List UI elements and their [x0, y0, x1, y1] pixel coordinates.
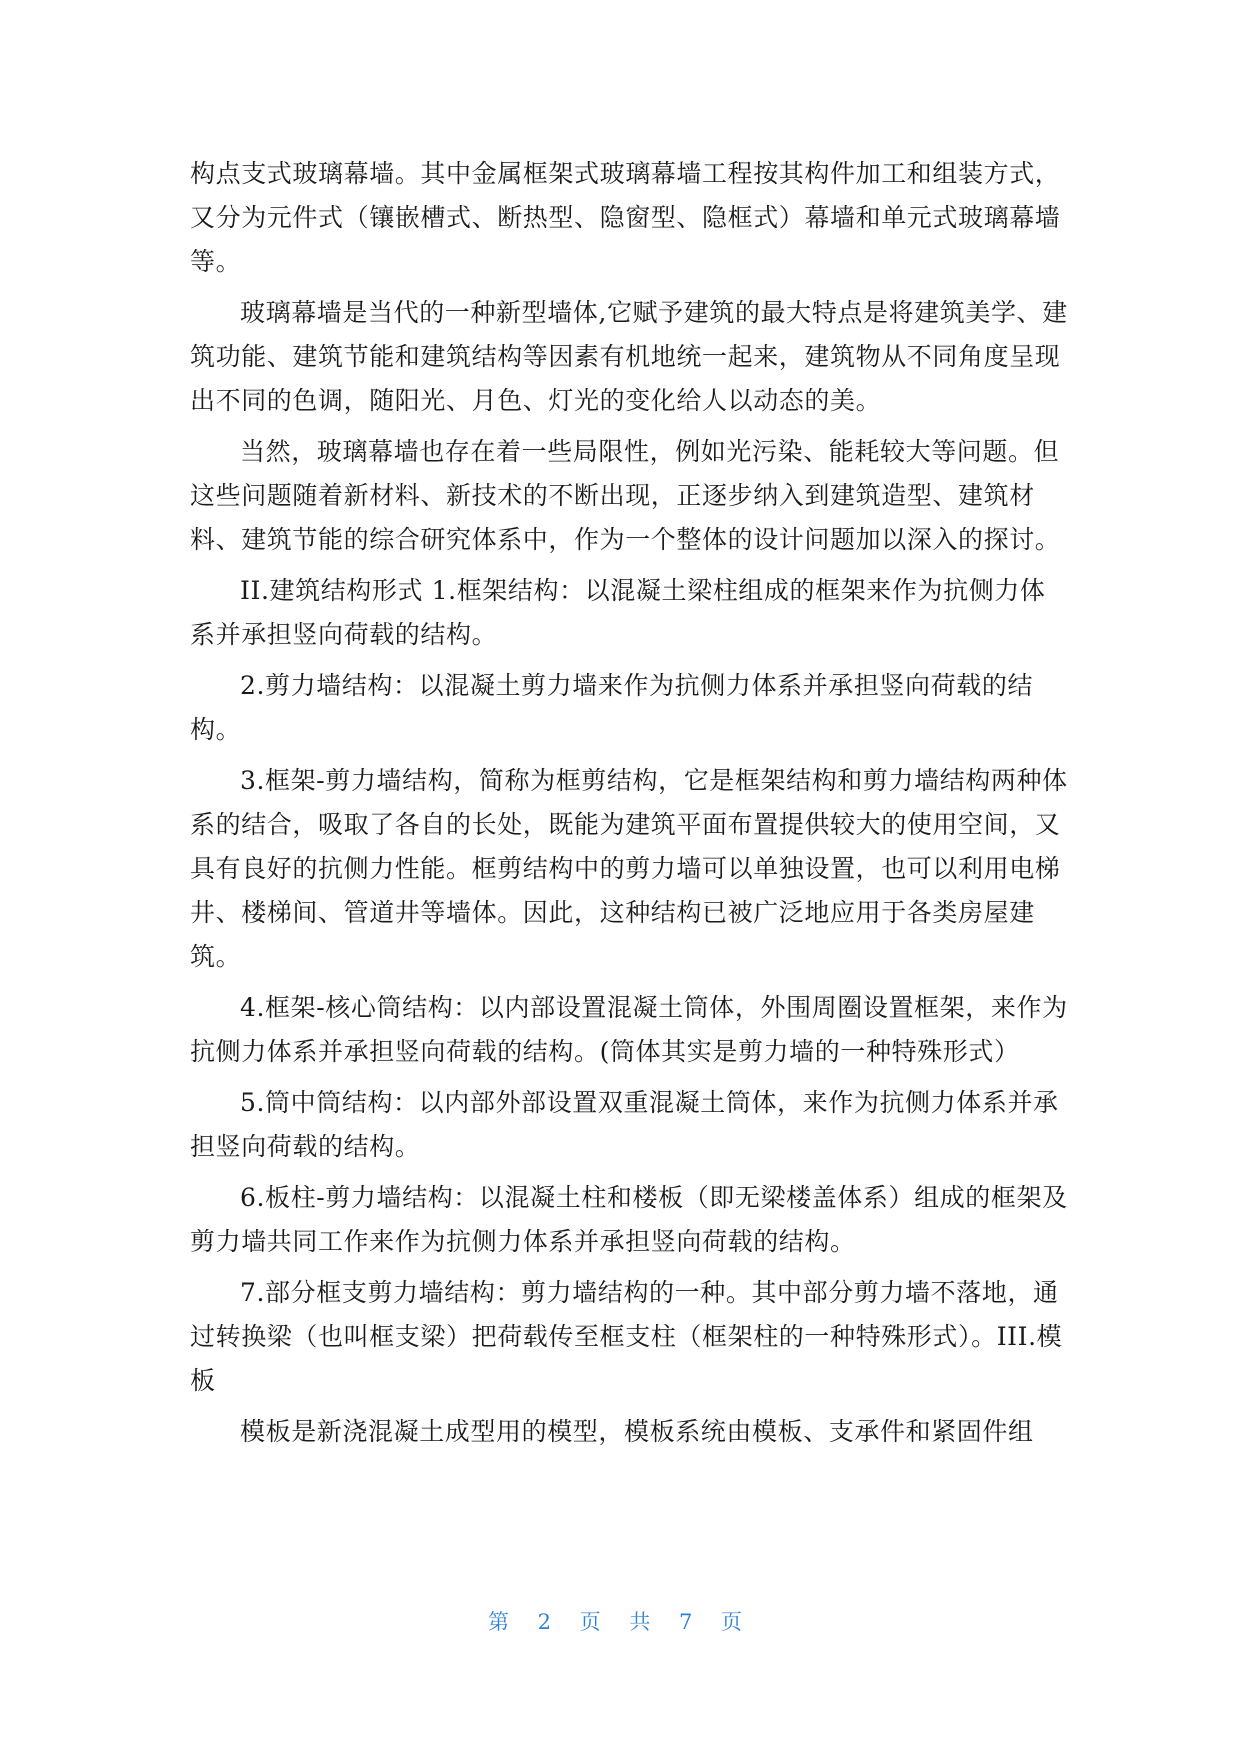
- text-line: 板: [190, 1366, 216, 1395]
- text-line: 具有良好的抗侧力性能。框剪结构中的剪力墙可以单独设置，也可以利用电梯: [190, 854, 1061, 883]
- text-line: 构。: [190, 715, 242, 744]
- text-line: 2.剪力墙结构：以混凝土剪力墙来作为抗侧力体系并承担竖向荷载的结: [240, 671, 1034, 700]
- text-line: 7.部分框支剪力墙结构：剪力墙结构的一种。其中部分剪力墙不落地，通: [240, 1278, 1059, 1307]
- text-line: 料、建筑节能的综合研究体系中，作为一个整体的设计问题加以深入的探讨。: [190, 525, 1061, 554]
- text-line: 构点支式玻璃幕墙。其中金属框架式玻璃幕墙工程按其构件加工和组装方式，: [190, 159, 1061, 188]
- text-line: 5.筒中筒结构：以内部外部设置双重混凝土筒体，来作为抗侧力体系并承: [240, 1088, 1059, 1117]
- text-line: 筑功能、建筑节能和建筑结构等因素有机地统一起来，建筑物从不同角度呈现: [190, 342, 1061, 371]
- text-line: 当然，玻璃幕墙也存在着一些局限性，例如光污染、能耗较大等问题。但: [240, 437, 1060, 466]
- text-line: 担竖向荷载的结构。: [190, 1132, 421, 1161]
- page-number-footer: 第 2 页 共 7 页: [487, 1610, 754, 1634]
- text-line: 出不同的色调，随阳光、月色、灯光的变化给人以动态的美。: [190, 386, 882, 415]
- text-line: 系并承担竖向荷载的结构。: [190, 620, 498, 649]
- text-line: 玻璃幕墙是当代的一种新型墙体,它赋予建筑的最大特点是将建筑美学、建: [240, 298, 1068, 327]
- text-line: 6.板柱-剪力墙结构：以混凝土柱和楼板（即无梁楼盖体系）组成的框架及: [240, 1183, 1068, 1212]
- text-line: 井、楼梯间、管道井等墙体。因此，这种结构已被广泛地应用于各类房屋建: [190, 898, 1035, 927]
- text-line: 这些问题随着新材料、新技术的不断出现，正逐步纳入到建筑造型、建筑材: [190, 481, 1035, 510]
- text-line: 3.框架-剪力墙结构，简称为框剪结构，它是框架结构和剪力墙结构两种体: [240, 766, 1068, 795]
- text-line: 系的结合，吸取了各自的长处，既能为建筑平面布置提供较大的使用空间，又: [190, 810, 1061, 839]
- text-line: 4.框架-核心筒结构：以内部设置混凝土筒体，外围周圈设置框架，来作为: [240, 993, 1068, 1022]
- text-line: 模板是新浇混凝土成型用的模型，模板系统由模板、支承件和紧固件组: [240, 1417, 1034, 1446]
- text-line: 抗侧力体系并承担竖向荷载的结构。(筒体其实是剪力墙的一种特殊形式）: [190, 1037, 1020, 1066]
- document-body: [190, 152, 1068, 1454]
- text-line: 剪力墙共同工作来作为抗侧力体系并承担竖向荷载的结构。: [190, 1227, 856, 1256]
- text-line: 筑。: [190, 942, 242, 971]
- text-line: II.建筑结构形式 1.框架结构：以混凝土梁柱组成的框架来作为抗侧力体: [240, 576, 1046, 605]
- text-line: 又分为元件式（镶嵌槽式、断热型、隐窗型、隐框式）幕墙和单元式玻璃幕墙: [190, 203, 1061, 232]
- text-line: 过转换梁（也叫框支梁）把荷载传至框支柱（框架柱的一种特殊形式）。III.模: [190, 1322, 1063, 1351]
- text-line: 等。: [190, 247, 242, 276]
